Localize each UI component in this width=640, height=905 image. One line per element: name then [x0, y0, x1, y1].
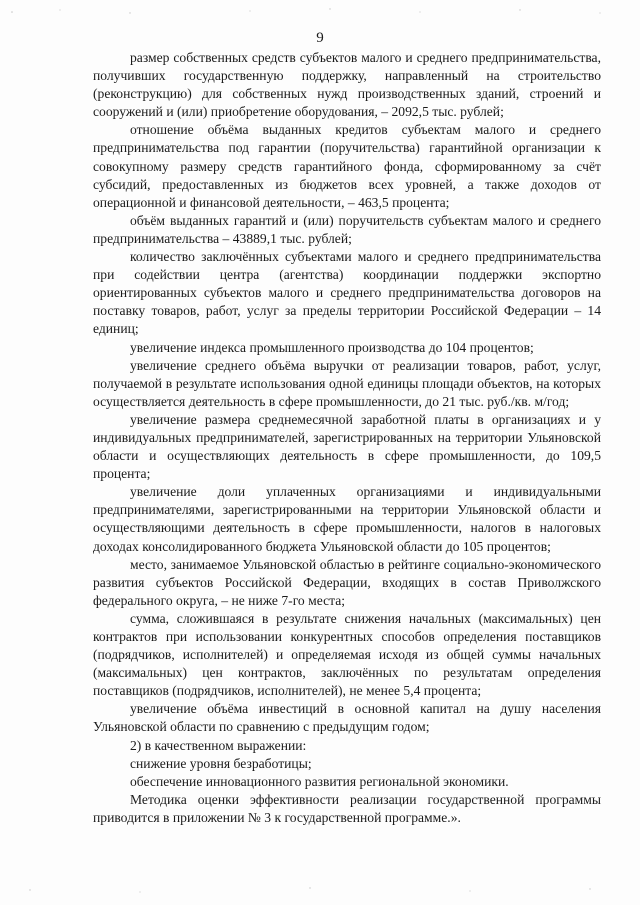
paragraph-13: снижение уровня безработицы; [130, 755, 312, 771]
paragraph-14: обеспечение инновационного развития региональной экономики. [130, 773, 509, 789]
paragraph-3: объём выданных гарантий и (или) поручительств субъектам малого и среднего предпринимательства – 43889,1 тыс. рублей; [93, 212, 601, 246]
paragraph-10: сумма, сложившаяся в результате снижения начальных (максимальных) цен контрактов при использовании конкурентных способов определения поставщиков (подрядчиков, исполнителей) и определяемая исходя из общей суммы начальных (максимальных) цен контрактов, заключённых по результатам определения поставщиков (подрядчиков, исполнителей), не менее 5,4 процента; [93, 610, 601, 699]
paragraph-11: увеличение объёма инвестиций в основной капитал на душу населения Ульяновской области по сравнению с предыдущим годом; [93, 701, 601, 735]
paragraph-8: увеличение доли уплаченных организациями и индивидуальными предпринимателями, зарегистрированными на территории Ульяновской области и осуществляющими деятельность в сфере промышленности, налогов в налоговых доходах консолидированного бюджета Ульяновской области до 105 процентов; [93, 484, 601, 554]
paragraph-6: увеличение среднего объёма выручки от реализации товаров, работ, услуг, получаемой в результате использования одной единицы площади объектов, на которых осуществляется деятельность в сфере промышленности, до 21 тыс. руб./кв. м/год; [93, 357, 601, 409]
page-number: 9 [316, 30, 324, 46]
paragraph-9: место, занимаемое Ульяновской областью в рейтинге социально-экономического развития субъектов Российской Федерации, входящих в состав Приволжского федерального округа, – не ниже 7-го места; [93, 556, 601, 608]
paragraph-7: увеличение размера среднемесячной заработной платы в организациях и у индивидуальных предпринимателей, зарегистрированных на территории Ульяновской области и осуществляющих деятельность в сфере промышленности, до 109,5 процента; [93, 411, 601, 482]
paragraph-12: 2) в качественном выражении: [130, 737, 307, 753]
paragraph-5: увеличение индекса промышленного производства до 104 процентов; [130, 339, 534, 355]
paragraph-15: Методика оценки эффективности реализации государственной программы приводится в приложении № 3 к государственной программе.». [93, 791, 601, 825]
paragraph-1: размер собственных средств субъектов малого и среднего предпринимательства, получивших государственную поддержку, направленный на строительство (реконструкцию) для собственных нужд производственных зданий, строений и сооружений и (или) приобретение оборудования, – 2092,5 тыс. рублей; [93, 50, 601, 120]
paragraph-2: отношение объёма выданных кредитов субъектам малого и среднего предпринимательства под гарантии (поручительства) гарантийной организации к совокупному размеру средств гарантийного фонда, сформированному за счёт субсидий, предоставленных из бюджетов всех уровней, а также доходов от операционной и финансовой деятельности, – 463,5 процента; [93, 122, 601, 210]
paragraph-4: количество заключённых субъектами малого и среднего предпринимательства при содействии центра (агентства) координации поддержки экспортно ориентированных субъектов малого и среднего предпринимательства договоров на поставку товаров, работ, услуг за пределы территории Российской Федерации – 14 единиц; [93, 249, 601, 337]
document-body [93, 49, 601, 827]
